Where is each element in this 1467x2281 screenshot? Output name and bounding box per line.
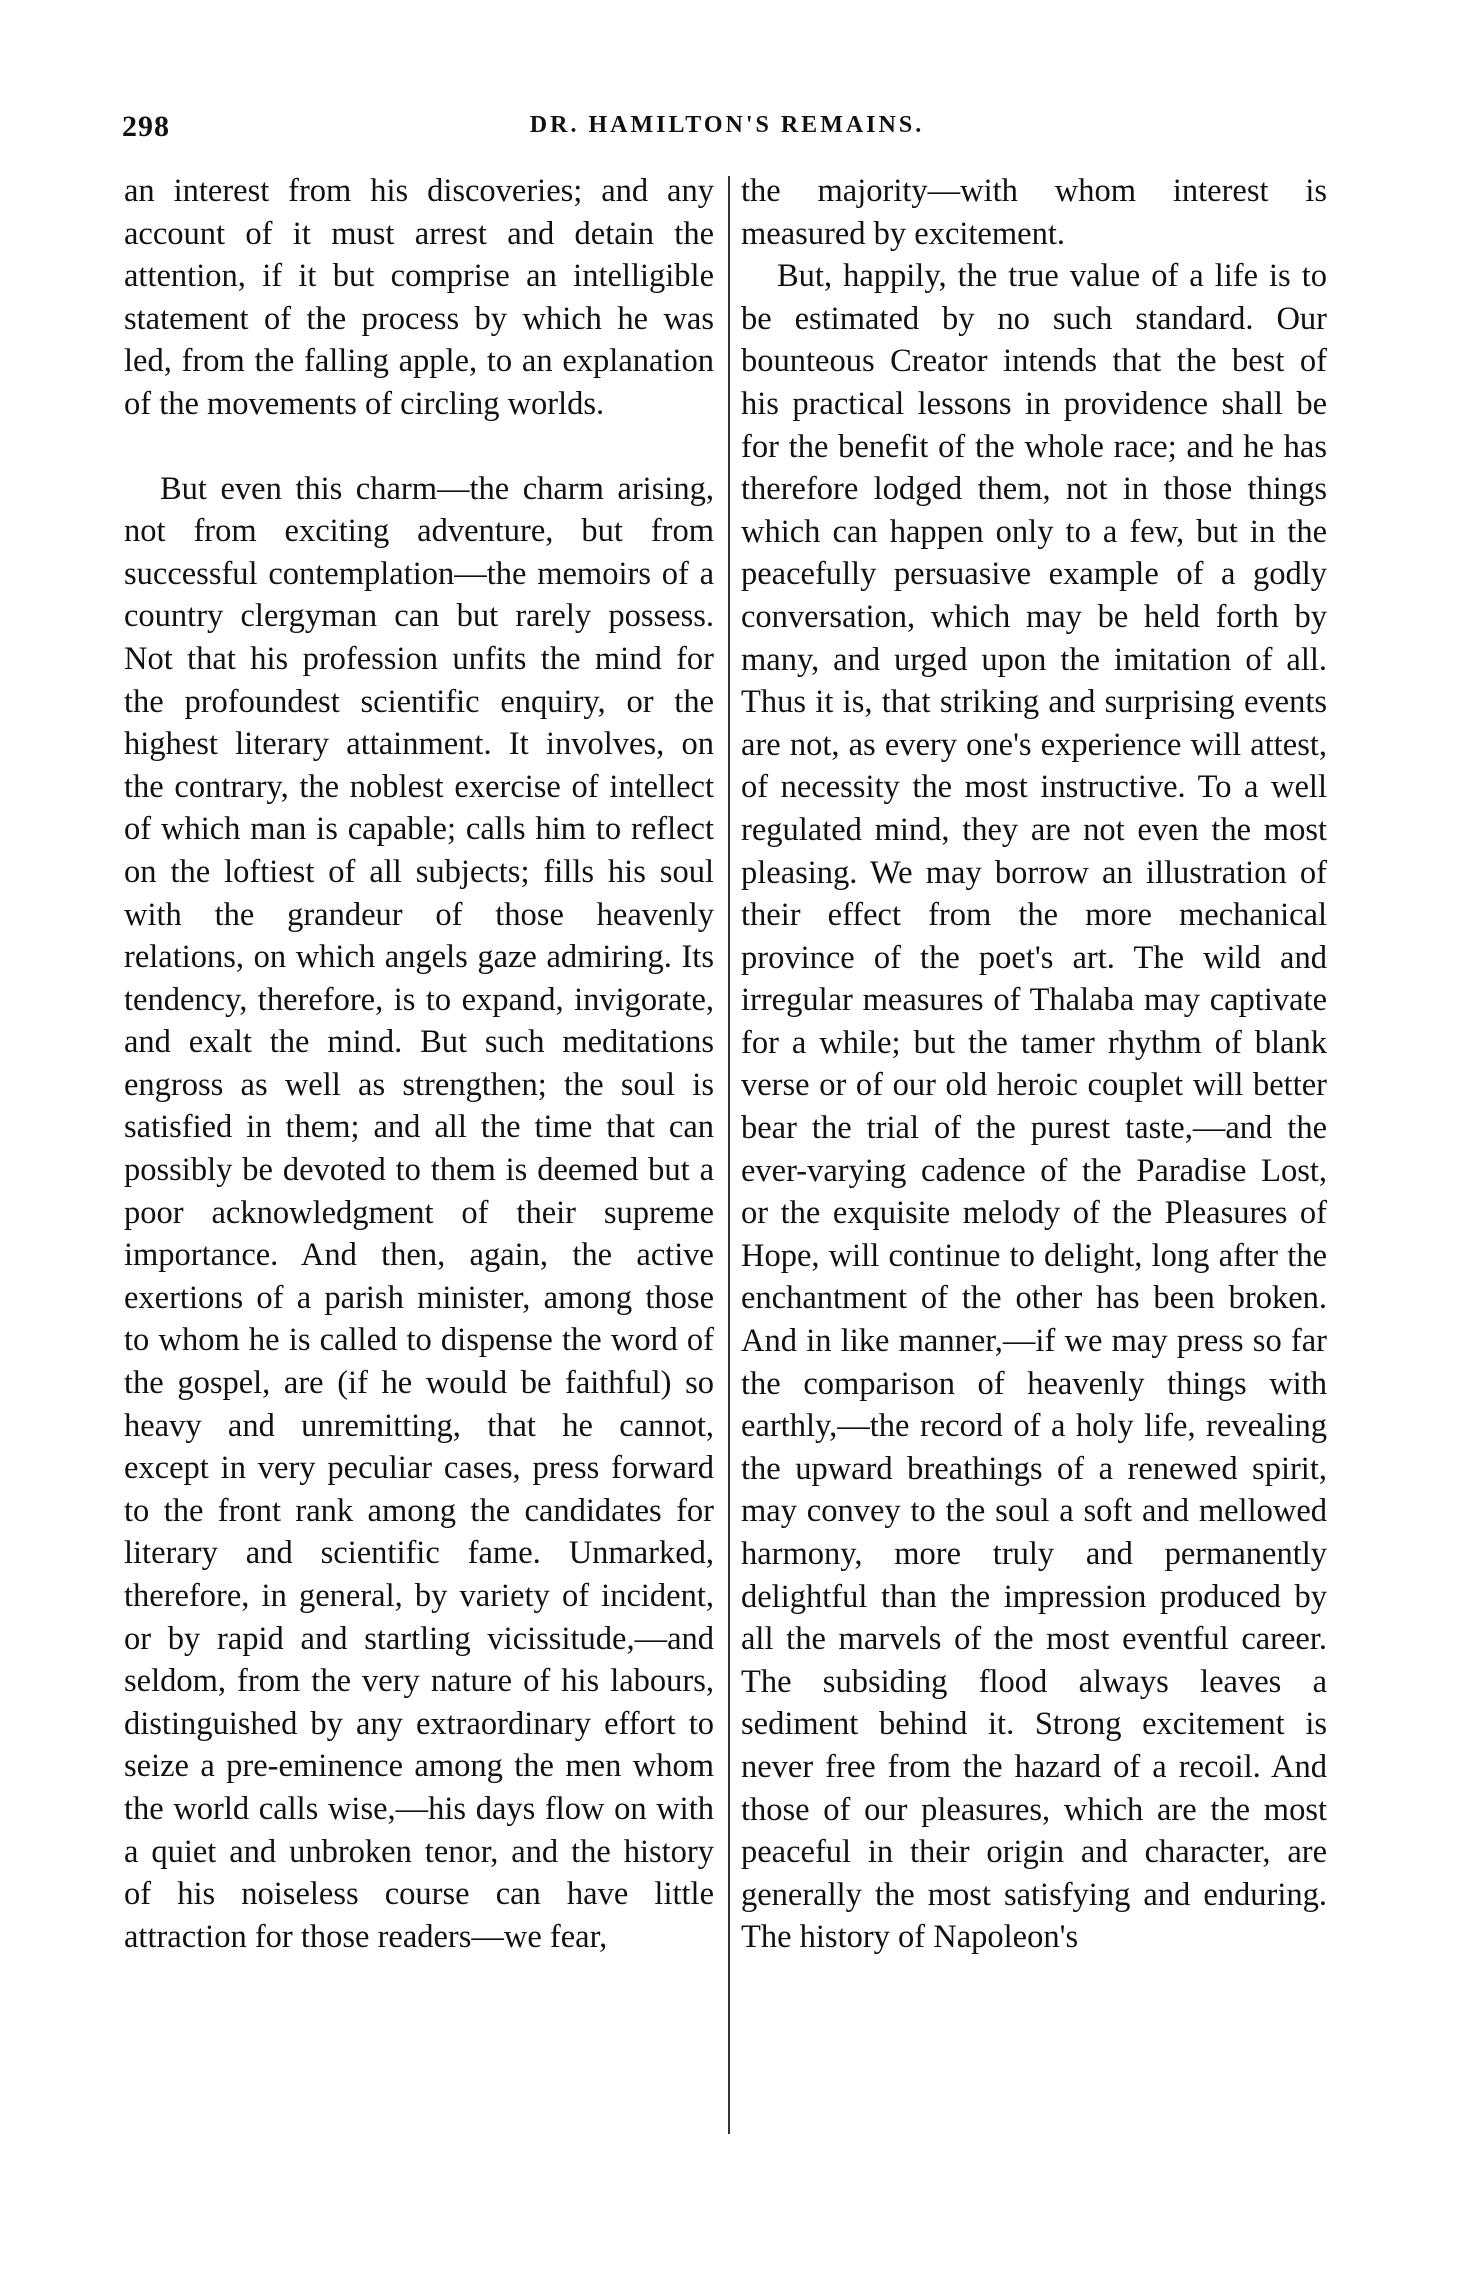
page-number: 298 — [122, 110, 170, 143]
right-paragraph-1: the majority—with whom interest is measured by excitement. — [741, 173, 1327, 252]
column-divider — [728, 176, 730, 2134]
right-paragraph-2: But, happily, the true value of a life is to be estimated by no such standard. Our bounteous Creator intends that the best of his practical lessons in providence shall be for the benefit of the whole race; and he has therefore lodged them, not in those things which can happen only to a few, but in the peacefully persuasive example of a godly conversation, which may be held forth by many, and urged upon the imitation of all. Thus it is, that striking and surprising events are not, as every one's experience will attest, of necessity the most instructive. To a well regulated mind, they are not even the most pleasing. We may borrow an illustration of their effect from the more mechanical province of the poet's art. The wild and irregular measures of Thalaba may captivate for a while; but the tamer rhythm of blank verse or of our old heroic couplet will better bear the trial of the purest taste,—and the ever-varying cadence of the Paradise Lost, or the exquisite melody of the Pleasures of Hope, will continue to delight, long after the enchantment of the other has been broken. And in like manner,—if we may press so far the comparison of heavenly things with earthly,—the record of a holy life, revealing the upward breathings of a renewed spirit, may convey to the soul a soft and mellowed harmony, more truly and permanently delightful than the impression produced by all the marvels of the most eventful career. The subsiding flood always leaves a sediment behind it. Strong excitement is never free from the hazard of a recoil. And those of our pleasures, which are the most peaceful in their origin and character, are generally the most satisfying and enduring. The history of Napoleon's — [741, 258, 1327, 1956]
left-paragraph-2: But even this charm—the charm arising, not from exciting adventure, but from successful contemplation—the memoirs of a country clergyman can but rarely possess. Not that his profession unfits the mind for the profoundest scientific enquiry, or the highest literary attainment. It involves, on the contrary, the noblest exercise of intellect of which man is capable; calls him to reflect on the loftiest of all subjects; fills his soul with the grandeur of those heavenly relations, on which angels gaze admiring. Its tendency, therefore, is to expand, invigorate, and exalt the mind. But such meditations engross as well as strengthen; the soul is satisfied in them; and all the time that can possibly be devoted to them is deemed but a poor acknowledgment of their supreme importance. And then, again, the active exertions of a parish minister, among those to whom he is called to dispense the word of the gospel, are (if he would be faithful) so heavy and unremitting, that he cannot, except in very peculiar cases, press forward to the front rank among the candidates for literary and scientific fame. Unmarked, therefore, in general, by variety of incident, or by rapid and startling vicissitude,—and seldom, from the very nature of his labours, distinguished by any extraordinary effort to seize a pre-eminence among the men whom the world calls wise,—his days flow on with a quiet and unbroken tenor, and the history of his noiseless course can have little attraction for those readers—we fear, — [124, 470, 714, 1955]
running-title: DR. HAMILTON'S REMAINS. — [529, 112, 925, 138]
left-column — [124, 170, 714, 1958]
running-head — [122, 110, 1332, 150]
left-paragraph-1: an interest from his discoveries; and any account of it must arrest and detain the attention, if it but comprise an intelligible statement of the process by which he was led, from the falling apple, to an explanation of the movements of circling worlds. — [124, 173, 714, 422]
right-column — [741, 170, 1327, 1959]
